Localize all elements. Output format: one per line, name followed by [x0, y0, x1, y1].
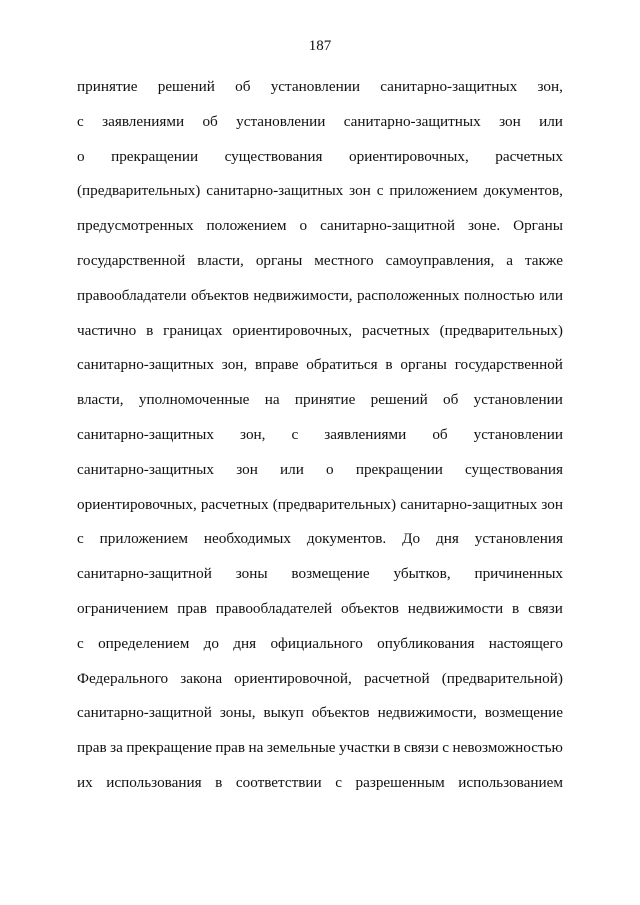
text-line: [77, 105, 563, 140]
word: вправе: [255, 356, 299, 374]
text-line: [77, 279, 563, 314]
word: зон: [236, 460, 258, 478]
word: Федерального: [77, 669, 169, 687]
word: с: [442, 739, 450, 757]
word: санитарно-защитных: [343, 112, 481, 130]
word: власти,: [197, 251, 244, 269]
word: возмещение: [484, 704, 563, 722]
text-line: [77, 453, 563, 488]
text-line: [77, 70, 563, 105]
word: на: [264, 391, 280, 409]
word: принятие: [77, 78, 138, 95]
text-line: [77, 383, 563, 418]
word: соответствии: [235, 773, 322, 791]
text-line: [77, 662, 563, 697]
word: с: [291, 425, 299, 443]
word: недвижимости,: [253, 286, 353, 304]
word: санитарно-защитных: [77, 356, 214, 374]
word: местного: [314, 251, 374, 269]
word: официального: [270, 634, 363, 652]
word: документов.: [306, 530, 387, 548]
page-number: 187: [308, 38, 332, 54]
word: приложением: [99, 530, 188, 548]
word: приложением: [389, 182, 478, 200]
word: расчетной: [363, 669, 430, 687]
word: зоны: [235, 565, 268, 583]
word: закона: [180, 669, 223, 687]
word: расчетных: [200, 495, 269, 513]
text-line: [77, 488, 563, 523]
word: об: [202, 112, 218, 130]
word: убытков,: [393, 565, 451, 583]
word: использованием: [458, 773, 563, 791]
word: (предварительных): [439, 321, 563, 339]
word: дня: [436, 530, 459, 548]
word: решений: [370, 391, 428, 409]
word: также: [524, 251, 563, 269]
word: (предварительных): [77, 182, 201, 200]
word: зон: [499, 112, 521, 130]
word: положением: [206, 217, 287, 235]
word: с: [376, 182, 384, 200]
word: власти,: [77, 391, 124, 409]
word: или: [539, 286, 563, 304]
word: зоне.: [467, 217, 501, 235]
word: о: [299, 217, 308, 235]
word: объектов: [311, 704, 370, 722]
word: существования: [465, 460, 563, 478]
word: границах: [163, 321, 223, 339]
word: недвижимости,: [377, 704, 477, 722]
text-line: [77, 557, 563, 592]
word: выкуп: [263, 704, 304, 722]
word: документов,: [483, 182, 563, 200]
word: объектов: [340, 599, 399, 617]
word: о: [77, 147, 85, 165]
text-line: [77, 766, 563, 801]
word: санитарно-защитных: [380, 78, 518, 95]
word: установлении: [236, 112, 326, 130]
text-line: [77, 592, 563, 627]
word: в: [146, 321, 154, 339]
word: уполномоченные: [138, 391, 250, 409]
word: опубликования: [377, 634, 475, 652]
word: определением: [98, 634, 190, 652]
word: в: [385, 356, 393, 374]
word: санитарно-защитных: [400, 495, 538, 513]
word: об: [432, 425, 448, 443]
word: ориентировочных,: [349, 147, 469, 165]
word: санитарно-защитной: [77, 704, 212, 722]
word: ориентировочных,: [232, 321, 353, 339]
word: санитарно-защитных: [77, 425, 214, 443]
word: расчетных: [361, 321, 430, 339]
text-line: [77, 314, 563, 349]
word: а: [506, 251, 513, 269]
word: принятие: [294, 391, 356, 409]
word: санитарно-защитных: [77, 460, 214, 478]
word: за: [110, 739, 123, 757]
word: существования: [224, 147, 323, 165]
word: с: [335, 773, 342, 791]
word: санитарно-защитных: [206, 182, 344, 200]
text-line: [77, 140, 563, 175]
word: земельные: [266, 739, 336, 757]
text-line: [77, 418, 563, 453]
word: разрешенным: [355, 773, 445, 791]
word: предусмотренных: [77, 217, 194, 235]
body-text: [77, 70, 563, 801]
word: связи: [528, 599, 563, 617]
word: связи: [403, 739, 439, 757]
word: обратиться: [306, 356, 378, 374]
word: с: [77, 112, 84, 130]
text-line: [77, 522, 563, 557]
word: До: [402, 530, 421, 548]
word: санитарно-защитной: [77, 565, 212, 583]
word: до: [203, 634, 219, 652]
word: заявлениями: [102, 112, 185, 130]
word: использования: [106, 773, 202, 791]
word: зон,: [240, 425, 266, 443]
word: установлении: [473, 391, 563, 409]
word: Органы: [513, 217, 563, 235]
word: с: [77, 530, 84, 548]
word: (предварительной): [441, 669, 563, 687]
word: органы: [255, 251, 303, 269]
word: полностью: [463, 286, 535, 304]
word: правообладателей: [215, 599, 333, 617]
word: причиненных: [474, 565, 563, 583]
word: установлении: [473, 425, 563, 443]
word: в: [215, 773, 223, 791]
word: зон,: [537, 78, 563, 95]
word: санитарно-защитной: [320, 217, 455, 235]
word: (предварительных): [272, 495, 397, 513]
word: прав: [177, 599, 207, 617]
word: в: [393, 739, 401, 757]
word: дня: [233, 634, 257, 652]
word: решений: [157, 78, 215, 95]
word: или: [280, 460, 304, 478]
word: с: [77, 634, 84, 652]
text-line: [77, 731, 563, 766]
word: расчетных: [495, 147, 563, 165]
word: прав: [77, 739, 107, 757]
word: в: [512, 599, 520, 617]
word: на: [248, 739, 264, 757]
word: объектов: [190, 286, 249, 304]
text-line: [77, 174, 563, 209]
word: невозможностью: [452, 739, 563, 757]
word: государственной: [77, 251, 186, 269]
text-line: [77, 244, 563, 279]
word: заявлениями: [324, 425, 407, 443]
word: зоны,: [219, 704, 256, 722]
text-line: [77, 627, 563, 662]
text-line: [77, 696, 563, 731]
word: органы: [400, 356, 447, 374]
text-line: [77, 348, 563, 383]
word: участки: [339, 739, 390, 757]
word: частично: [77, 321, 137, 339]
word: недвижимости: [407, 599, 504, 617]
word: установлении: [270, 78, 360, 95]
word: ориентировочных,: [77, 495, 197, 513]
text-line: [77, 209, 563, 244]
word: необходимых: [203, 530, 291, 548]
word: о: [326, 460, 334, 478]
word: настоящего: [488, 634, 563, 652]
word: зон: [541, 495, 563, 513]
word: зон,: [221, 356, 248, 374]
word: расположенных: [356, 286, 460, 304]
word: прекращении: [111, 147, 199, 165]
word: государственной: [454, 356, 563, 374]
word: прав: [215, 739, 246, 757]
word: ограничением: [77, 599, 169, 617]
word: об: [443, 391, 459, 409]
word: правообладатели: [77, 286, 187, 304]
word: прекращение: [126, 739, 212, 757]
word: или: [539, 112, 563, 130]
word: прекращении: [355, 460, 443, 478]
word: возмещение: [291, 565, 370, 583]
word: ориентировочной,: [234, 669, 352, 687]
word: об: [235, 78, 251, 95]
word: их: [77, 773, 93, 791]
word: установления: [474, 530, 563, 548]
word: зон: [349, 182, 371, 200]
word: самоуправления,: [385, 251, 495, 269]
